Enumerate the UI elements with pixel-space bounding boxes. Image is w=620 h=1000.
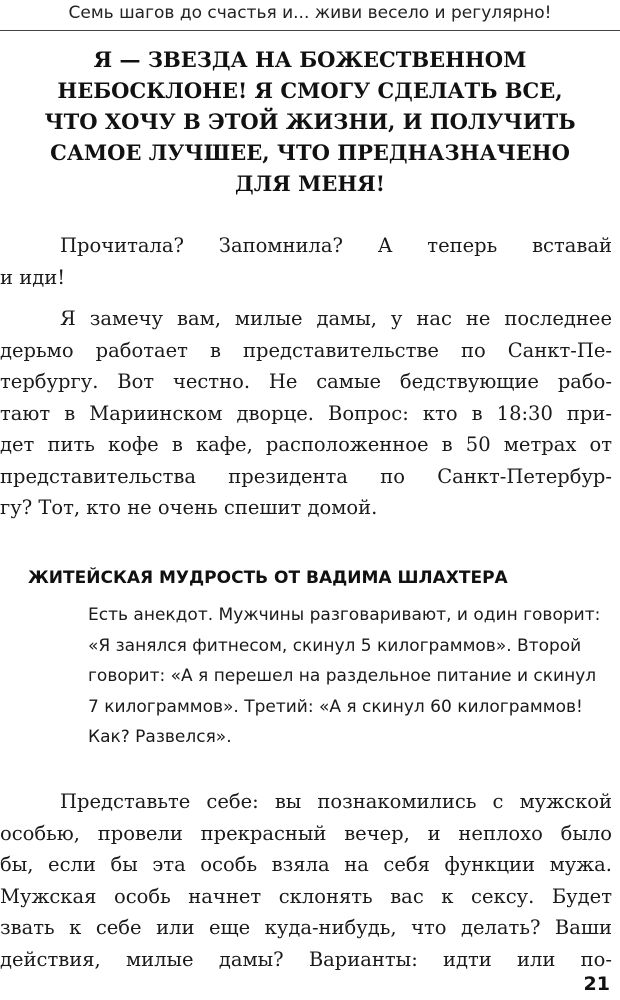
quote-line: «Я занялся фитнесом, скинул 5 килограммов». Второй: [88, 635, 582, 656]
quote-block: [88, 600, 616, 753]
text-line: бы, если бы эта особь взяла на себя функции мужа.: [0, 853, 612, 876]
affirmation-line: НЕБОСКЛОНЕ! Я СМОГУ СДЕЛАТЬ ВСЕ,: [57, 78, 563, 103]
text-line: Мужская особь начнет склонять вас к сексу. Будет: [0, 884, 612, 908]
text-line: Прочитала? Запомнила? А теперь вставай: [60, 234, 612, 257]
text-line: гу? Тот, кто не очень спешит домой.: [0, 496, 378, 519]
quote-line: говорит: «А я перешел на раздельное питание и скинул: [88, 666, 597, 686]
text-line: особью, провели прекрасный вечер, и неплохо было: [0, 821, 612, 845]
paragraph-2: [0, 303, 612, 524]
text-line: дет пить кофе в кафе, расположенное в 50 метрах от: [0, 433, 612, 456]
text-line: Представьте себе: вы познакомились с мужской: [60, 790, 612, 813]
affirmation-line: Я — ЗВЕЗДА НА БОЖЕСТВЕННОМ: [93, 47, 527, 72]
paragraph-3: [0, 786, 612, 975]
quote-line: 7 килограммов». Третий: «А я скинул 60 килограммов!: [88, 696, 583, 717]
affirmation-line: САМОЕ ЛУЧШЕЕ, ЧТО ПРЕДНАЗНАЧЕНО: [50, 140, 570, 165]
running-header: Семь шагов до счастья и... живи весело и регулярно!: [68, 3, 552, 23]
header-rule: [0, 30, 620, 31]
text-line: тают в Мариинском дворце. Вопрос: кто в 18:30 при-: [0, 401, 612, 425]
text-line: представительства президента по Санкт-Петербур-: [0, 464, 612, 488]
quote-line: Есть анекдот. Мужчины разговаривают, и один говорит:: [88, 605, 601, 625]
affirmation-line: ДЛЯ МЕНЯ!: [235, 171, 385, 196]
quote-line: Как? Развелся».: [88, 727, 232, 747]
text-line: и иди!: [0, 265, 66, 289]
text-line: действия, милые дамы? Варианты: идти или по-: [0, 947, 612, 971]
paragraph-1: [0, 230, 612, 293]
text-line: дерьмо работает в представительстве по Санкт-Пе-: [0, 338, 612, 362]
page-number: 21: [583, 973, 610, 995]
text-line: звать к себе или еще куда-нибудь, что делать? Ваши: [0, 916, 612, 939]
text-line: Я замечу вам, милые дамы, у нас не последнее: [60, 307, 612, 330]
text-line: тербургу. Вот честно. Не самые бедствующие рабо-: [0, 370, 612, 393]
section-heading: ЖИТЕЙСКАЯ МУДРОСТЬ ОТ ВАДИМА ШЛАХТЕРА: [28, 568, 508, 588]
affirmation-block: [20, 44, 600, 199]
affirmation-line: ЧТО ХОЧУ В ЭТОЙ ЖИЗНИ, И ПОЛУЧИТЬ: [44, 109, 576, 134]
